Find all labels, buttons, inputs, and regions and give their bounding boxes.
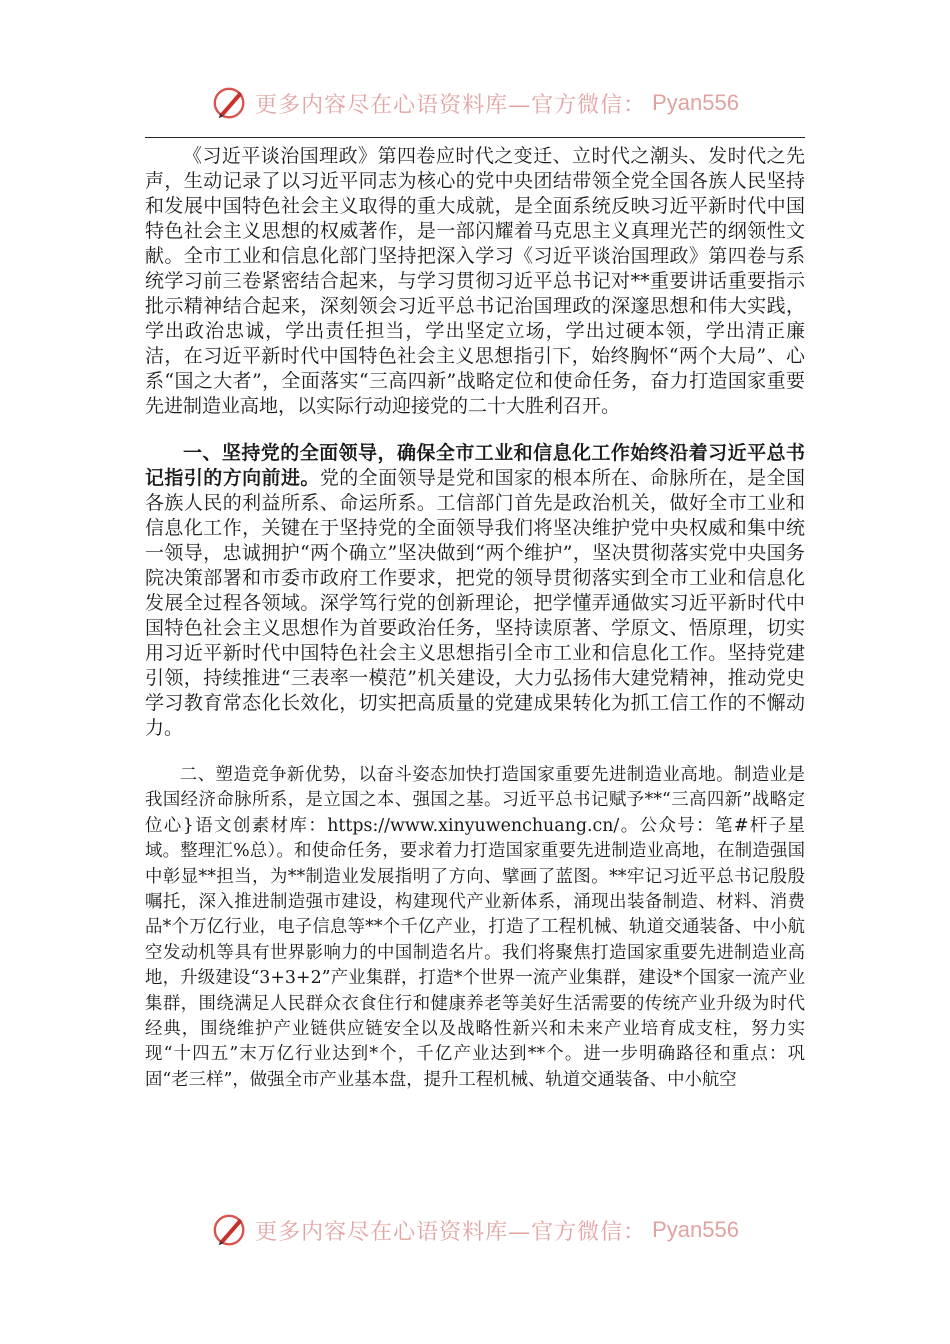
paragraph-intro: 《习近平谈治国理政》第四卷应时代之变迁、立时代之潮头、发时代之先声，生动记录了以习近平同志为核心的党中央团结带领全党全国各族人民坚持和发展中国特色社会主义取得的重大成就，是全面系统反映习近平新时代中国特色社会主义思想的权威著作，是一部闪耀着马克思主义真理光芒的纲领性文献。全市工业和信息化部门坚持把深入学习《习近平谈治国理政》第四卷与系统学习前三卷紧密结合起来，与学习贯彻习近平总书记对**重要讲话重要指示批示精神结合起来，深刻领会习近平总书记治国理政的深邃思想和伟大实践，学出政治忠诚，学出责任担当，学出坚定立场，学出过硬本领，学出清正廉洁，在习近平新时代中国特色社会主义思想指引下，始终胸怀“两个大局”、心系“国之大者”，全面落实“三高四新”战略定位和使命任务，奋力打造国家重要先进制造业高地，以实际行动迎接党的二十大胜利召开。 (145, 145, 805, 417)
header-rule (145, 137, 805, 138)
footer-banner (0, 1208, 950, 1252)
banner-wechat-id: Pyan556 (652, 1217, 739, 1242)
paragraph-section-one (145, 441, 805, 741)
pen-logo-icon (211, 1211, 249, 1249)
banner-text: 更多内容尽在心语资料库—官方微信： (255, 92, 647, 118)
document-body (145, 144, 805, 1093)
pen-logo-icon (211, 84, 249, 122)
section-one-body: 党的全面领导是党和国家的根本所在、命脉所在，是全国各族人民的利益所系、命运所系。工信部门首先是政治机关，做好全市工业和信息化工作，关键在于坚持党的全面领导我们将坚决维护党中央权威和集中统一领导，忠诚拥护“两个确立”坚决做到“两个维护”，坚决贯彻落实党中央国务院决策部署和市委市政府工作要求，把党的领导贯彻落实到全市工业和信息化发展全过程各领域。深学笃行党的创新理论，把学懂弄通做实习近平新时代中国特色社会主义思想作为首要政治任务，坚持读原著、学原文、悟原理，切实用习近平新时代中国特色社会主义思想指引全市工业和信息化工作。坚持党建引领，持续推进“三表率一模范”机关建设，大力弘扬伟大建党精神，推动党史学习教育常态化长效化，切实把高质量的党建成果转化为抓工信工作的不懈动力。 (145, 467, 805, 739)
banner-text: 更多内容尽在心语资料库—官方微信： (255, 1219, 647, 1245)
section-one-heading: 一、坚持党的全面领导，确保全市工业和信息化工作始终沿着习近平总书记指引的方向前进。 (145, 442, 805, 489)
paragraph-section-two: 二、塑造竞争新优势，以奋斗姿态加快打造国家重要先进制造业高地。制造业是我国经济命脉所系，是立国之本、强国之基。习近平总书记赋予**“三高四新”战略定位心}语文创素材库：https://www.xinyuwenchuang.cn/。公众号：笔#杆子星域。整理汇%总）。和使命任务，要求着力打造国家重要先进制造业高地，在制造强国中彰显**担当，为**制造业发展指明了方向、擘画了蓝图。**牢记习近平总书记殷殷嘱托，深入推进制造强市建设，构建现代产业新体系，涌现出装备制造、材料、消费品*个万亿行业，电子信息等**个千亿产业，打造了工程机械、轨道交通装备、中小航空发动机等具有世界影响力的中国制造名片。我们将聚焦打造国家重要先进制造业高地，升级建设“3+3+2”产业集群，打造*个世界一流产业集群，建设*个国家一流产业集群，围绕满足人民群众衣食住行和健康养老等美好生活需要的传统产业升级为时代经典，围绕维护产业链供应链安全以及战略性新兴和未来产业培育成支柱，努力实现“十四五”末万亿行业达到*个，千亿产业达到**个。进一步明确路径和重点：巩固“老三样”，做强全市产业基本盘，提升工程机械、轨道交通装备、中小航空 (145, 765, 805, 1090)
header-banner (0, 81, 950, 125)
banner-wechat-id: Pyan556 (652, 90, 739, 115)
